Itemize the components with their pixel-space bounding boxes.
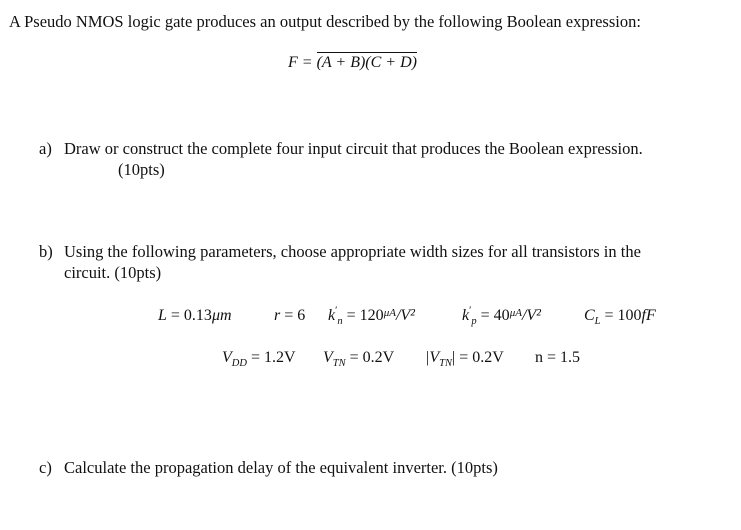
part-b-label: b): [39, 242, 53, 261]
param-VTN: [323, 349, 395, 370]
param-kp-symbol: k: [462, 307, 470, 324]
param-VTN-abs-subscript: TN: [439, 358, 453, 370]
param-CL-subscript: L: [594, 316, 601, 328]
param-kn-subscript: n: [337, 316, 343, 328]
param-kn-symbol: k: [328, 307, 336, 324]
part-b-text-line1: Using the following parameters, choose appropriate width sizes for all transistors in the: [64, 242, 641, 261]
param-n: [535, 349, 580, 367]
param-VDD-symbol: V: [222, 349, 232, 366]
part-c-text: Calculate the propagation delay of the equivalent inverter. (10pts): [64, 458, 498, 477]
intro-text: A Pseudo NMOS logic gate produces an output described by the following Boolean expression:: [9, 12, 641, 31]
param-kp: [462, 305, 541, 328]
param-CL-unit: fF: [641, 307, 656, 324]
param-kp-unit-den: /V²: [521, 307, 541, 324]
part-a-points: (10pts): [118, 160, 165, 179]
param-CL-symbol: C: [584, 307, 595, 324]
param-VTN-subscript: TN: [332, 358, 346, 370]
param-L-unit: μm: [211, 307, 232, 324]
param-VDD-value: = 1.2V: [246, 349, 296, 366]
boolean-expression: [288, 54, 417, 72]
param-CL-value: = 100: [600, 307, 642, 324]
param-kn-unit-den: /V²: [395, 307, 415, 324]
param-kp-prime: ′: [469, 305, 472, 317]
param-VTN-value: = 0.2V: [345, 349, 395, 366]
param-VDD: [222, 349, 296, 370]
param-kp-subscript: p: [471, 316, 477, 328]
param-r-value: = 6: [280, 307, 306, 324]
param-VTN-abs-open: |V: [425, 349, 440, 366]
param-kn: [328, 305, 415, 328]
expression-lhs: F =: [288, 54, 317, 71]
param-kn-prime: ′: [335, 305, 338, 317]
param-kp-unit-num: μA: [509, 307, 522, 319]
expression-rhs-overline: (A + B)(C + D): [316, 54, 417, 71]
part-a-label: a): [39, 139, 52, 158]
param-kn-unit-num: μA: [383, 307, 396, 319]
param-VTN-abs: [425, 349, 504, 370]
param-kn-value: = 120: [342, 307, 384, 324]
param-VDD-subscript: DD: [231, 358, 247, 370]
part-b-text-line2: circuit. (10pts): [64, 263, 162, 282]
param-L-value: = 0.13: [166, 307, 212, 324]
param-r-symbol: r: [274, 307, 281, 324]
param-n-value: = 1.5: [543, 349, 581, 366]
part-a-text: Draw or construct the complete four input circuit that produces the Boolean expression.: [64, 139, 643, 158]
param-L: [158, 307, 232, 325]
part-c-label: c): [39, 458, 52, 477]
param-kp-value: = 40: [476, 307, 510, 324]
param-VTN-abs-value: | = 0.2V: [452, 349, 504, 366]
param-n-symbol: n: [535, 349, 543, 366]
param-CL: [584, 307, 656, 328]
param-VTN-symbol: V: [323, 349, 333, 366]
param-L-symbol: L: [158, 307, 167, 324]
param-r: [274, 307, 305, 325]
